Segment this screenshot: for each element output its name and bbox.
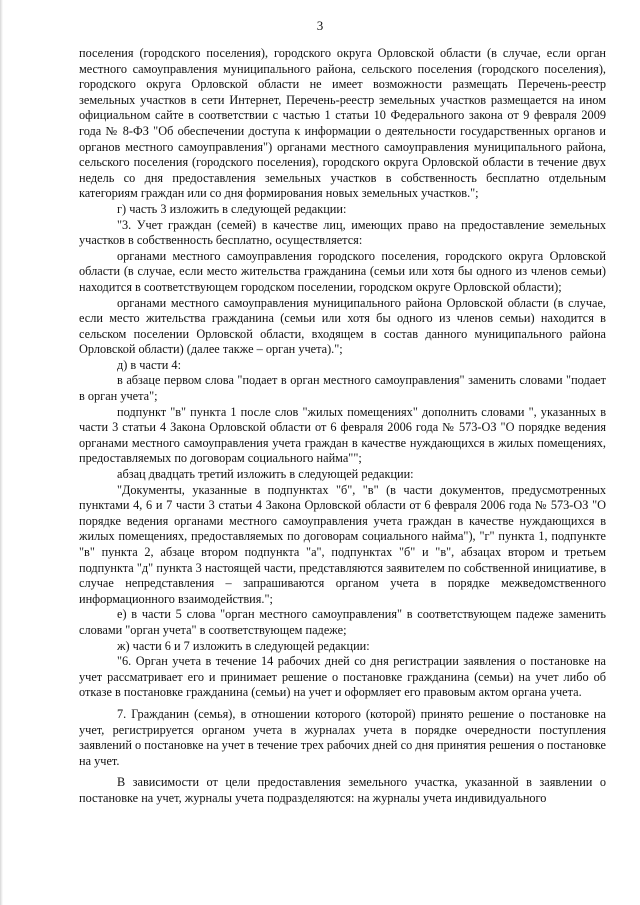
paragraph-8: подпункт "в" пункта 1 после слов "жилых помещениях" дополнить словами ", указанных в части 3 статьи 4 Закона Орловской области от 6 февраля 2006 года № 573-ОЗ "О порядке ведения органами местного самоуправления учета граждан в качестве нуждающихся в жилых помещениях, предоставляемых по договорам социального найма""; (79, 404, 606, 466)
paragraph-3: "3. Учет граждан (семей) в качестве лиц, имеющих право на предоставление земельных участков в собственность бесплатно, осуществляется: (79, 217, 606, 248)
document-body (79, 46, 606, 807)
paragraph-6: д) в части 4: (117, 357, 182, 372)
paragraph-11: е) в части 5 слова "орган местного самоуправления" в соответствующем падеже заменить словами "орган учета" в соответствующем падеже; (79, 607, 606, 637)
paragraph-5: органами местного самоуправления муниципального района Орловской области (в случае, если место жительства гражданина (семьи или хотя бы одного из членов семьи) находится в сельском поселении Орловской области, входящем в состав данного муниципального района Орловской области) (далее также – орган учета)."; (79, 295, 606, 357)
paragraph-14: 7. Гражданин (семья), в отношении которого (которой) принято решение о постановке на учет, регистрируется органом учета в журналах учета в порядке очередности поступления заявлений о постановке на учет в течение трех рабочих дней со дня принятия решения о постановке на учет. (79, 706, 606, 768)
paragraph-4: органами местного самоуправления городского поселения, городского округа Орловской области (в случае, если место жительства гражданина (семьи или хотя бы одного из членов семьи) находится в соответствующем городском поселении, городском округе Орловской области); (79, 248, 606, 294)
paragraph-7: в абзаце первом слова "подает в орган местного самоуправления" заменить словами "подает в орган учета"; (79, 373, 606, 404)
paragraph-10: "Документы, указанные в подпунктах "б", "в" (в части документов, предусмотренных пунктами 4, 6 и 7 части 3 статьи 4 Закона Орловской области от 6 февраля 2006 года № 573-ОЗ "О порядке ведения органами местного самоуправления учета граждан в качестве нуждающихся в жилых помещениях, предоставляемых по договорам социального найма"), "г" пункта 1, подпункте "в" пункта 2, абзаце втором подпункта "а", подпунктах "б" и "в", абзацах втором и третьем подпункта "д" пункта 3 настоящей части, представляются заявителем по собственной инициативе, в случае непредставления – запрашиваются органом учета в порядке межведомственного информационного взаимодействия."; (79, 482, 606, 606)
paragraph-9: абзац двадцать третий изложить в следующей редакции: (117, 467, 414, 482)
page-number: 3 (316, 18, 324, 33)
paragraph-2: г) часть 3 изложить в следующей редакции: (117, 201, 347, 216)
scan-edge (0, 0, 3, 905)
paragraph-1: поселения (городского поселения), городского округа Орловской области (в случае, если орган местного самоуправления муниципального района, сельского поселения (городского поселения), городского округа Орловской области не имеет возможности размещать Перечень-реестр земельных участков в сети Интернет, Перечень-реестр земельных участков размещается на ином официальном сайте в соответствии с частью 1 статьи 10 Федерального закона от 9 февраля 2009 года № 8-ФЗ "Об обеспечении доступа к информации о деятельности государственных органов и органов местного самоуправления") органами местного самоуправления муниципального района, сельского поселения (городского поселения), городского округа Орловской области в течение двух недель со дня предоставления земельных участков в собственность бесплатно отдельным категориям граждан или со дня формирования новых земельных участков."; (79, 46, 606, 201)
paragraph-15: В зависимости от цели предоставления земельного участка, указанной в заявлении о постановке на учет, журналы учета подразделяются: на журналы учета индивидуального (79, 775, 606, 805)
paragraph-12: ж) части 6 и 7 изложить в следующей редакции: (117, 638, 370, 653)
paragraph-13: "6. Орган учета в течение 14 рабочих дней со дня регистрации заявления о постановке на учет рассматривает его и принимает решение о постановке гражданина (семьи) на учет либо об отказе в постановке гражданина (семьи) на учет и оформляет его правовым актом органа учета. (79, 654, 606, 700)
